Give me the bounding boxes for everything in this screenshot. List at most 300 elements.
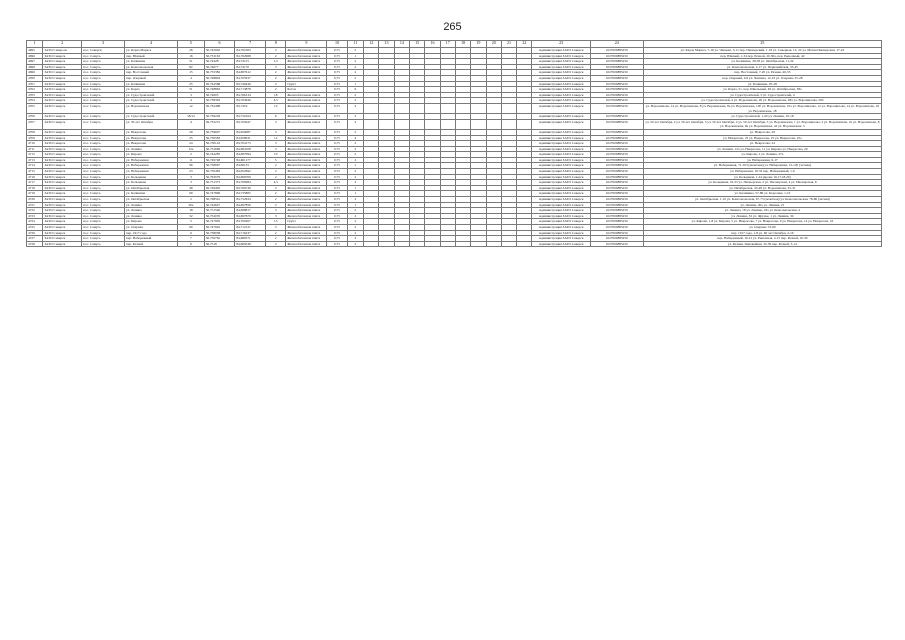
table-cell: 4726	[27, 230, 43, 236]
table-cell: 1027000885250	[590, 163, 643, 169]
table-cell: ул. Судостроителей	[125, 98, 178, 104]
table-cell: Железобетонная плита	[286, 213, 327, 219]
table-cell: ул. Ленина, 32 ул. Фрунзе, 1 ул. Ленина, 34	[643, 213, 881, 219]
table-cell: 4	[347, 135, 363, 141]
table-cell: 2	[347, 213, 363, 219]
table-cell: 84,716237	[235, 230, 266, 236]
table-cell: Железобетонная плита	[286, 146, 327, 152]
table-cell: ЗАТО Северск	[43, 59, 82, 65]
table-cell: Администрация ЗАТО Северск	[532, 70, 590, 76]
table-cell: 56,74428	[204, 59, 235, 65]
column-number: 25	[643, 41, 881, 48]
table-cell: пос. Самусь	[82, 225, 125, 231]
table-cell: Железобетонная плита	[286, 59, 327, 65]
table-cell: 1027000885250	[590, 185, 643, 191]
table-cell: ЗАТО Северск	[43, 174, 82, 180]
table-cell: 4697	[27, 59, 43, 65]
table-cell	[517, 103, 532, 113]
column-number: 2	[43, 41, 82, 48]
table-cell: Железобетонная плита	[286, 180, 327, 186]
column-number: 22	[517, 41, 532, 48]
table-cell: 4702	[27, 87, 43, 93]
table-cell: 12	[265, 103, 285, 113]
table-cell: 84,66135	[235, 163, 266, 169]
table-cell: ЗАТО Северск	[43, 157, 82, 163]
column-number: 15	[409, 41, 424, 48]
table-cell: 56,74003	[204, 92, 235, 98]
table-cell: 4705	[27, 103, 43, 113]
table-cell: пер. Южный	[125, 53, 178, 59]
table-cell: 56,744285	[204, 152, 235, 158]
table-cell: Администрация ЗАТО Северск	[532, 103, 590, 113]
table-cell: 56,750762	[204, 236, 235, 242]
table-cell: Железобетонная плита	[286, 197, 327, 203]
table-cell: 0,75	[327, 197, 347, 203]
column-number: 8	[265, 41, 285, 48]
table-cell: Грунт	[286, 81, 327, 87]
column-number: 11	[347, 41, 363, 48]
table-cell: 84,74170	[235, 64, 266, 70]
table-cell: 84,706749	[235, 185, 266, 191]
table-cell	[440, 241, 455, 247]
table-cell: 0,75	[327, 180, 347, 186]
table-cell: ул. Калинина, 39-58 ул. Октябрьская, 11-24	[643, 59, 881, 65]
table-cell: 4707	[27, 119, 43, 129]
table-cell: 56,733272	[204, 119, 235, 129]
table-cell: 56,7518	[204, 241, 235, 247]
table-cell	[394, 119, 409, 129]
table-cell: 4701	[27, 81, 43, 87]
table-cell: 56,748863	[204, 87, 235, 93]
table-cell: ул. Карла, 51, пер. Школьный, 49 ул. Октябрьская, 38а	[643, 87, 881, 93]
table-cell: пос. Самусь	[82, 185, 125, 191]
table-cell: 84,699709	[235, 174, 266, 180]
table-cell: 0,75	[327, 236, 347, 242]
table-cell: 2	[265, 202, 285, 208]
table-cell: 26	[178, 48, 205, 54]
table-cell: Администрация ЗАТО Северск	[532, 169, 590, 175]
table-cell: 2	[347, 219, 363, 225]
table-cell: 3	[265, 208, 285, 214]
table-cell: 12	[265, 135, 285, 141]
table-cell: ЗАТО Северск	[43, 129, 82, 135]
table-cell: 56,768561	[204, 197, 235, 203]
table-cell: пос. Самусь	[82, 64, 125, 70]
table-cell: 18/12	[178, 114, 205, 120]
table-cell: 84,735865	[235, 191, 266, 197]
table-cell: 5	[265, 157, 285, 163]
table-cell: 2	[347, 174, 363, 180]
table-cell: 2	[347, 208, 363, 214]
table-cell: ЗАТО Северск	[43, 197, 82, 203]
table-cell: 1027000885250	[590, 225, 643, 231]
table-cell: ул. Карла Маркса, 7-16 ул. Чапаева, 3-11 пер. Пионерский, 1-18 ул. Северная, 12, 22 ул. Малая Пионерская, 17-22	[643, 48, 881, 54]
table-cell: пос. Самусь	[82, 219, 125, 225]
table-cell: ул. Октябрьская, 43-48 ул. Ворошилова, 25-31	[643, 185, 881, 191]
table-cell: 2	[265, 53, 285, 59]
table-cell	[425, 103, 440, 113]
table-cell: пос. Самусь	[82, 241, 125, 247]
table-cell: 1027000885250	[590, 219, 643, 225]
table-cell: 56,747942	[204, 225, 235, 231]
table-cell: Железобетонная плита	[286, 119, 327, 129]
table-cell: Железобетонная плита	[286, 157, 327, 163]
table-cell: 0,75	[327, 208, 347, 214]
table-cell: 84,687994	[235, 152, 266, 158]
table-cell: ул. Набережная, 9-17	[643, 157, 881, 163]
table-cell: пос. Самусь	[82, 59, 125, 65]
table-cell: 0,75	[327, 230, 347, 236]
table-cell: 4696	[27, 53, 43, 59]
table-cell: ЗАТО Северск	[43, 230, 82, 236]
table-cell: Администрация ЗАТО Северск	[532, 53, 590, 59]
table-cell: ул. Судостроителей, 3 ул. Судостроителей, 4	[643, 92, 881, 98]
table-cell	[501, 103, 516, 113]
table-cell: 56,738363	[204, 98, 235, 104]
table-cell: 1	[347, 191, 363, 197]
table-cell: пос. Самусь	[82, 92, 125, 98]
table-cell	[409, 103, 424, 113]
column-number: 9	[286, 41, 327, 48]
table-cell: ул. Некрасова, 24	[643, 141, 881, 147]
table-cell: 2	[347, 225, 363, 231]
table-cell: 84,700984	[235, 180, 266, 186]
table-cell: 1027000885250	[590, 191, 643, 197]
table-cell: Железобетонная плита	[286, 236, 327, 242]
table-cell: Администрация ЗАТО Северск	[532, 119, 590, 129]
table-cell: 4714	[27, 163, 43, 169]
table-cell: ЗАТО Северск	[43, 87, 82, 93]
table-cell: пос. Самусь	[82, 169, 125, 175]
table-cell: Администрация ЗАТО Северск	[532, 225, 590, 231]
table-cell: 2	[347, 119, 363, 129]
table-cell: 1027000885250	[590, 59, 643, 65]
table-cell: Железобетонная плита	[286, 98, 327, 104]
table-cell: Администрация ЗАТО Северск	[532, 185, 590, 191]
table-cell: Железобетонная плита	[286, 225, 327, 231]
table-cell: 4698	[27, 64, 43, 70]
table-cell: Администрация ЗАТО Северск	[532, 129, 590, 135]
table-cell: 4725	[27, 225, 43, 231]
table-cell	[379, 241, 394, 247]
table-cell: ЗАТО Северск	[43, 163, 82, 169]
table-cell: 1027000885250	[590, 92, 643, 98]
table-cell: ул. Ленина, 12а ул. Некрасова, 11 ул. Кирова ул. Некрасова, 20	[643, 146, 881, 152]
table-cell: пос. Самусь	[82, 202, 125, 208]
table-cell: Администрация ЗАТО Северск	[532, 241, 590, 247]
table-cell: 56,749405	[204, 185, 235, 191]
table-cell: 2	[265, 87, 285, 93]
table-cell: ул. Калинина	[125, 81, 178, 87]
table-cell: Железобетонная плита	[286, 75, 327, 81]
table-cell: пос. Самусь	[82, 87, 125, 93]
table-cell	[486, 103, 501, 113]
table-cell: 2	[347, 92, 363, 98]
table-cell: 24	[178, 141, 205, 147]
table-cell: 3	[178, 174, 205, 180]
table-cell: ЗАТО Северск	[43, 114, 82, 120]
table-cell: Железобетонная плита	[286, 64, 327, 70]
table-cell: пос. Самусь	[82, 141, 125, 147]
table-cell: 1027000885250	[590, 64, 643, 70]
table-cell: 84,7419	[235, 103, 266, 113]
table-cell: пер. Восточный, 7-20 ул. Речная, 40-55	[643, 70, 881, 76]
table-cell: пос. Самусь	[82, 230, 125, 236]
table-cell: 0,75	[327, 129, 347, 135]
table-cell: 1027000885250	[590, 119, 643, 129]
table-cell: 20а	[178, 202, 205, 208]
table-cell	[501, 241, 516, 247]
column-number: 18	[455, 41, 470, 48]
table-cell: Администрация ЗАТО Северск	[532, 92, 590, 98]
table-cell: ул. Калинина	[125, 191, 178, 197]
table-cell: ул. Калинина, 57-86 ул. Королева, 1-10	[643, 191, 881, 197]
table-cell: 4695	[27, 48, 43, 54]
column-number: 6	[204, 41, 235, 48]
table-cell: 56,747869	[204, 191, 235, 197]
table-cell: 1027000885250	[590, 75, 643, 81]
table-cell: 2	[265, 191, 285, 197]
table-cell: пос. Самусь	[82, 152, 125, 158]
table-cell	[455, 241, 470, 247]
table-cell: ул. Кольцевая, 16-33 ул. Пионерская, 2 ул. Пионерская, 4 ул. Пионерская, 6	[643, 180, 881, 186]
table-cell: ул. Набережная, 71-103 (нечетная) ул. Набережная, 12-120 (четная)	[643, 163, 881, 169]
table-cell: 0,75	[327, 225, 347, 231]
table-cell	[486, 119, 501, 129]
table-cell: 60	[178, 225, 205, 231]
table-cell: 12	[178, 103, 205, 113]
table-cell	[379, 119, 394, 129]
table-cell: 0,75	[327, 163, 347, 169]
table-cell: Железобетонная плита	[286, 152, 327, 158]
table-cell: ул. Кирова	[125, 152, 178, 158]
table-cell: 0,75	[327, 141, 347, 147]
table-cell: 4724	[27, 219, 43, 225]
table-cell: 2	[347, 241, 363, 247]
column-number: 5	[178, 41, 205, 48]
table-cell: 11	[178, 157, 205, 163]
table-cell: 0,75	[327, 174, 347, 180]
table-cell: 56,74677	[204, 64, 235, 70]
table-cell: 0,75	[327, 219, 347, 225]
table-cell: ЗАТО Северск	[43, 98, 82, 104]
table-cell: Железобетонная плита	[286, 185, 327, 191]
table-cell: Администрация ЗАТО Северск	[532, 135, 590, 141]
table-cell: 56,753163	[204, 53, 235, 59]
table-cell: 2	[347, 48, 363, 54]
table-cell: 0,75	[327, 81, 347, 87]
table-cell: 2	[265, 174, 285, 180]
table-cell: пос. Самусь	[82, 174, 125, 180]
table-cell	[517, 241, 532, 247]
table-cell	[409, 119, 424, 129]
table-cell: 4711	[27, 146, 43, 152]
table-cell: 1027000885250	[590, 135, 643, 141]
column-number: 24	[590, 41, 643, 48]
table-cell: 1027000885250	[590, 70, 643, 76]
table-cell: ЗАТО Северск	[43, 241, 82, 247]
table-cell: Железобетонная плита	[286, 208, 327, 214]
column-number: 10	[327, 41, 347, 48]
table-cell: Железобетонная плита	[286, 70, 327, 76]
table-cell: 1027000885250	[590, 197, 643, 203]
table-cell: 84,705937	[235, 75, 266, 81]
table-cell: ул. Ворошилова	[125, 103, 178, 113]
table-cell: 4727	[27, 236, 43, 242]
table-cell: пос. Самусь	[82, 191, 125, 197]
table-cell: 1	[347, 53, 363, 59]
table-cell: ул. Судостроителей, 1-20 ул. Ленина, 10-18	[643, 114, 881, 120]
table-cell: 84,687612	[235, 70, 266, 76]
table-cell	[486, 241, 501, 247]
table-cell: Железобетонная плита	[286, 48, 327, 54]
table-cell: 2	[265, 70, 285, 76]
column-number: 23	[532, 41, 590, 48]
table-cell: 4720	[27, 197, 43, 203]
table-cell: 2	[265, 75, 285, 81]
table-cell: 7	[178, 236, 205, 242]
table-cell: 2	[178, 197, 205, 203]
table-cell: ул. Комсомольская	[125, 64, 178, 70]
table-cell: ЗАТО Северск	[43, 202, 82, 208]
table-cell: 2	[265, 48, 285, 54]
table-cell: 2	[347, 197, 363, 203]
table-cell: ул. Некрасова	[125, 141, 178, 147]
table-cell	[394, 241, 409, 247]
table-cell: ул. Ленина	[125, 208, 178, 214]
table-cell: ул. Кольцевая	[125, 174, 178, 180]
table-cell: Железобетонная плита	[286, 230, 327, 236]
table-cell: 84,700207	[235, 219, 266, 225]
table-cell: пер. 1917 года	[125, 230, 178, 236]
table-cell: 0,75	[327, 48, 347, 54]
table-cell	[471, 119, 486, 129]
table-cell: 4706	[27, 114, 43, 120]
table-cell: ул. Ленина	[125, 202, 178, 208]
table-cell: 16	[178, 53, 205, 59]
table-cell: пос. Самусь	[82, 163, 125, 169]
table-cell: 32	[178, 213, 205, 219]
table-cell: Железобетонная плита	[286, 241, 327, 247]
table-cell: 84,749446	[235, 81, 266, 87]
table-cell: 0,75	[327, 241, 347, 247]
table-cell: 4703	[27, 92, 43, 98]
table-cell: 84,705947	[235, 119, 266, 129]
table-cell: 56,751540	[204, 208, 235, 214]
table-cell: 4716	[27, 174, 43, 180]
table-cell: 0,75	[327, 98, 347, 104]
table-cell: ЗАТО Северск	[43, 81, 82, 87]
table-cell: 1027000885250	[590, 98, 643, 104]
table-cell: Администрация ЗАТО Северск	[532, 163, 590, 169]
table-cell: 4700	[27, 75, 43, 81]
table-cell: 4699	[27, 70, 43, 76]
table-cell: ЗАТО Северск	[43, 152, 82, 158]
table-cell: Администрация ЗАТО Северск	[532, 180, 590, 186]
table-cell: ул. Кирова, 2 ул. Ленина, 27а	[643, 152, 881, 158]
table-cell: 2	[265, 197, 285, 203]
table-cell: ул. Ленина, 18 ул. Ленина, 18а ул. Комсомольская, 4	[643, 208, 881, 214]
table-cell: пос. Самусь	[82, 81, 125, 87]
table-cell: 56,744588	[204, 81, 235, 87]
table-cell: 6	[265, 114, 285, 120]
table-cell: ул. Ворошилова, 14 ул. Ворошилова, 8 ул. Ворошилова, 8а ул. Ворошилова, 10б ул. Ворошилова, 10а ул. Ворошилова, 12 ул. Ворошилова, 14 ул. Ворошилова, 16 ул. Ворошилова, 18	[643, 103, 881, 113]
table-cell: 84,752634	[235, 197, 266, 203]
table-cell: 4	[178, 119, 205, 129]
table-cell: 2	[347, 146, 363, 152]
table-cell: 6	[347, 87, 363, 93]
table-cell: 84,684108	[235, 146, 266, 152]
table-cell: 0,75	[327, 53, 347, 59]
table-cell: Железобетонная плита	[286, 202, 327, 208]
table-cell: 1027000885250	[590, 241, 643, 247]
table-cell: ул. Речная, Зимовейная, 32-39 пер. Речной, 3-14	[643, 241, 881, 247]
table-cell: ЗАТО Северск	[43, 53, 82, 59]
table-cell: ул. Озерная	[125, 225, 178, 231]
table-cell: Администрация ЗАТО Северск	[532, 87, 590, 93]
table-cell: Железобетонная плита	[286, 103, 327, 113]
table-cell: 1027000885250	[590, 213, 643, 219]
table-cell: Администрация ЗАТО Северск	[532, 114, 590, 120]
table-cell: 6	[178, 241, 205, 247]
table-cell	[440, 103, 455, 113]
table-cell: ул. Судостроителей, 4 ул. Ворошилова, 26 ул. Ворошилова, 28а ул. Ворошилова, 26б	[643, 98, 881, 104]
table-cell: 1027000885250	[590, 152, 643, 158]
table-cell: 2	[347, 98, 363, 104]
table-cell: пос. Самусь	[82, 114, 125, 120]
table-cell: 4712	[27, 152, 43, 158]
table-cell	[440, 119, 455, 129]
table-cell: ул. Набережная	[125, 157, 178, 163]
table-cell: Администрация ЗАТО Северск	[532, 64, 590, 70]
table-cell: 0,75	[327, 152, 347, 158]
table-cell: ул. Некрасова, 29	[643, 129, 881, 135]
table-cell: Железобетонная плита	[286, 169, 327, 175]
table-cell: 84,661177	[235, 157, 266, 163]
table-cell: 4728	[27, 241, 43, 247]
table-cell: ул. Озерная, 53-60	[643, 225, 881, 231]
table-cell: ЗАТО Североск	[43, 48, 82, 54]
table-cell: 1027000885250	[590, 208, 643, 214]
table-cell: 84,697856	[235, 202, 266, 208]
table-cell: 1027000885250	[590, 114, 643, 120]
table-cell: 56,758067	[204, 163, 235, 169]
table-cell: 3	[178, 180, 205, 186]
table-cell: 1	[347, 81, 363, 87]
table-cell: 23	[178, 169, 205, 175]
table-cell: ЗАТО Северск	[43, 185, 82, 191]
table-cell: 4710	[27, 141, 43, 147]
table-cell: 4,5	[265, 180, 285, 186]
table-cell: Администрация ЗАТО Северск	[532, 191, 590, 197]
table-cell: Грунт	[286, 219, 327, 225]
table-cell: 5	[265, 129, 285, 135]
table-cell: 84,697670	[235, 213, 266, 219]
table-cell: Администрация ЗАТО Северск	[532, 141, 590, 147]
table-cell: 1	[347, 185, 363, 191]
table-cell: Администрация ЗАТО Северск	[532, 174, 590, 180]
table-cell	[425, 241, 440, 247]
table-cell: 5	[178, 219, 205, 225]
table-cell: ЗАТО Северск	[43, 70, 82, 76]
table-cell: ул. Судостроителей	[125, 114, 178, 120]
table-cell: 6	[178, 230, 205, 236]
column-number: 16	[425, 41, 440, 48]
table-cell: ул. Ленина	[125, 213, 178, 219]
table-cell: 56,732498	[204, 103, 235, 113]
table-cell: 4723	[27, 213, 43, 219]
table-cell: ул. Некрасова	[125, 129, 178, 135]
